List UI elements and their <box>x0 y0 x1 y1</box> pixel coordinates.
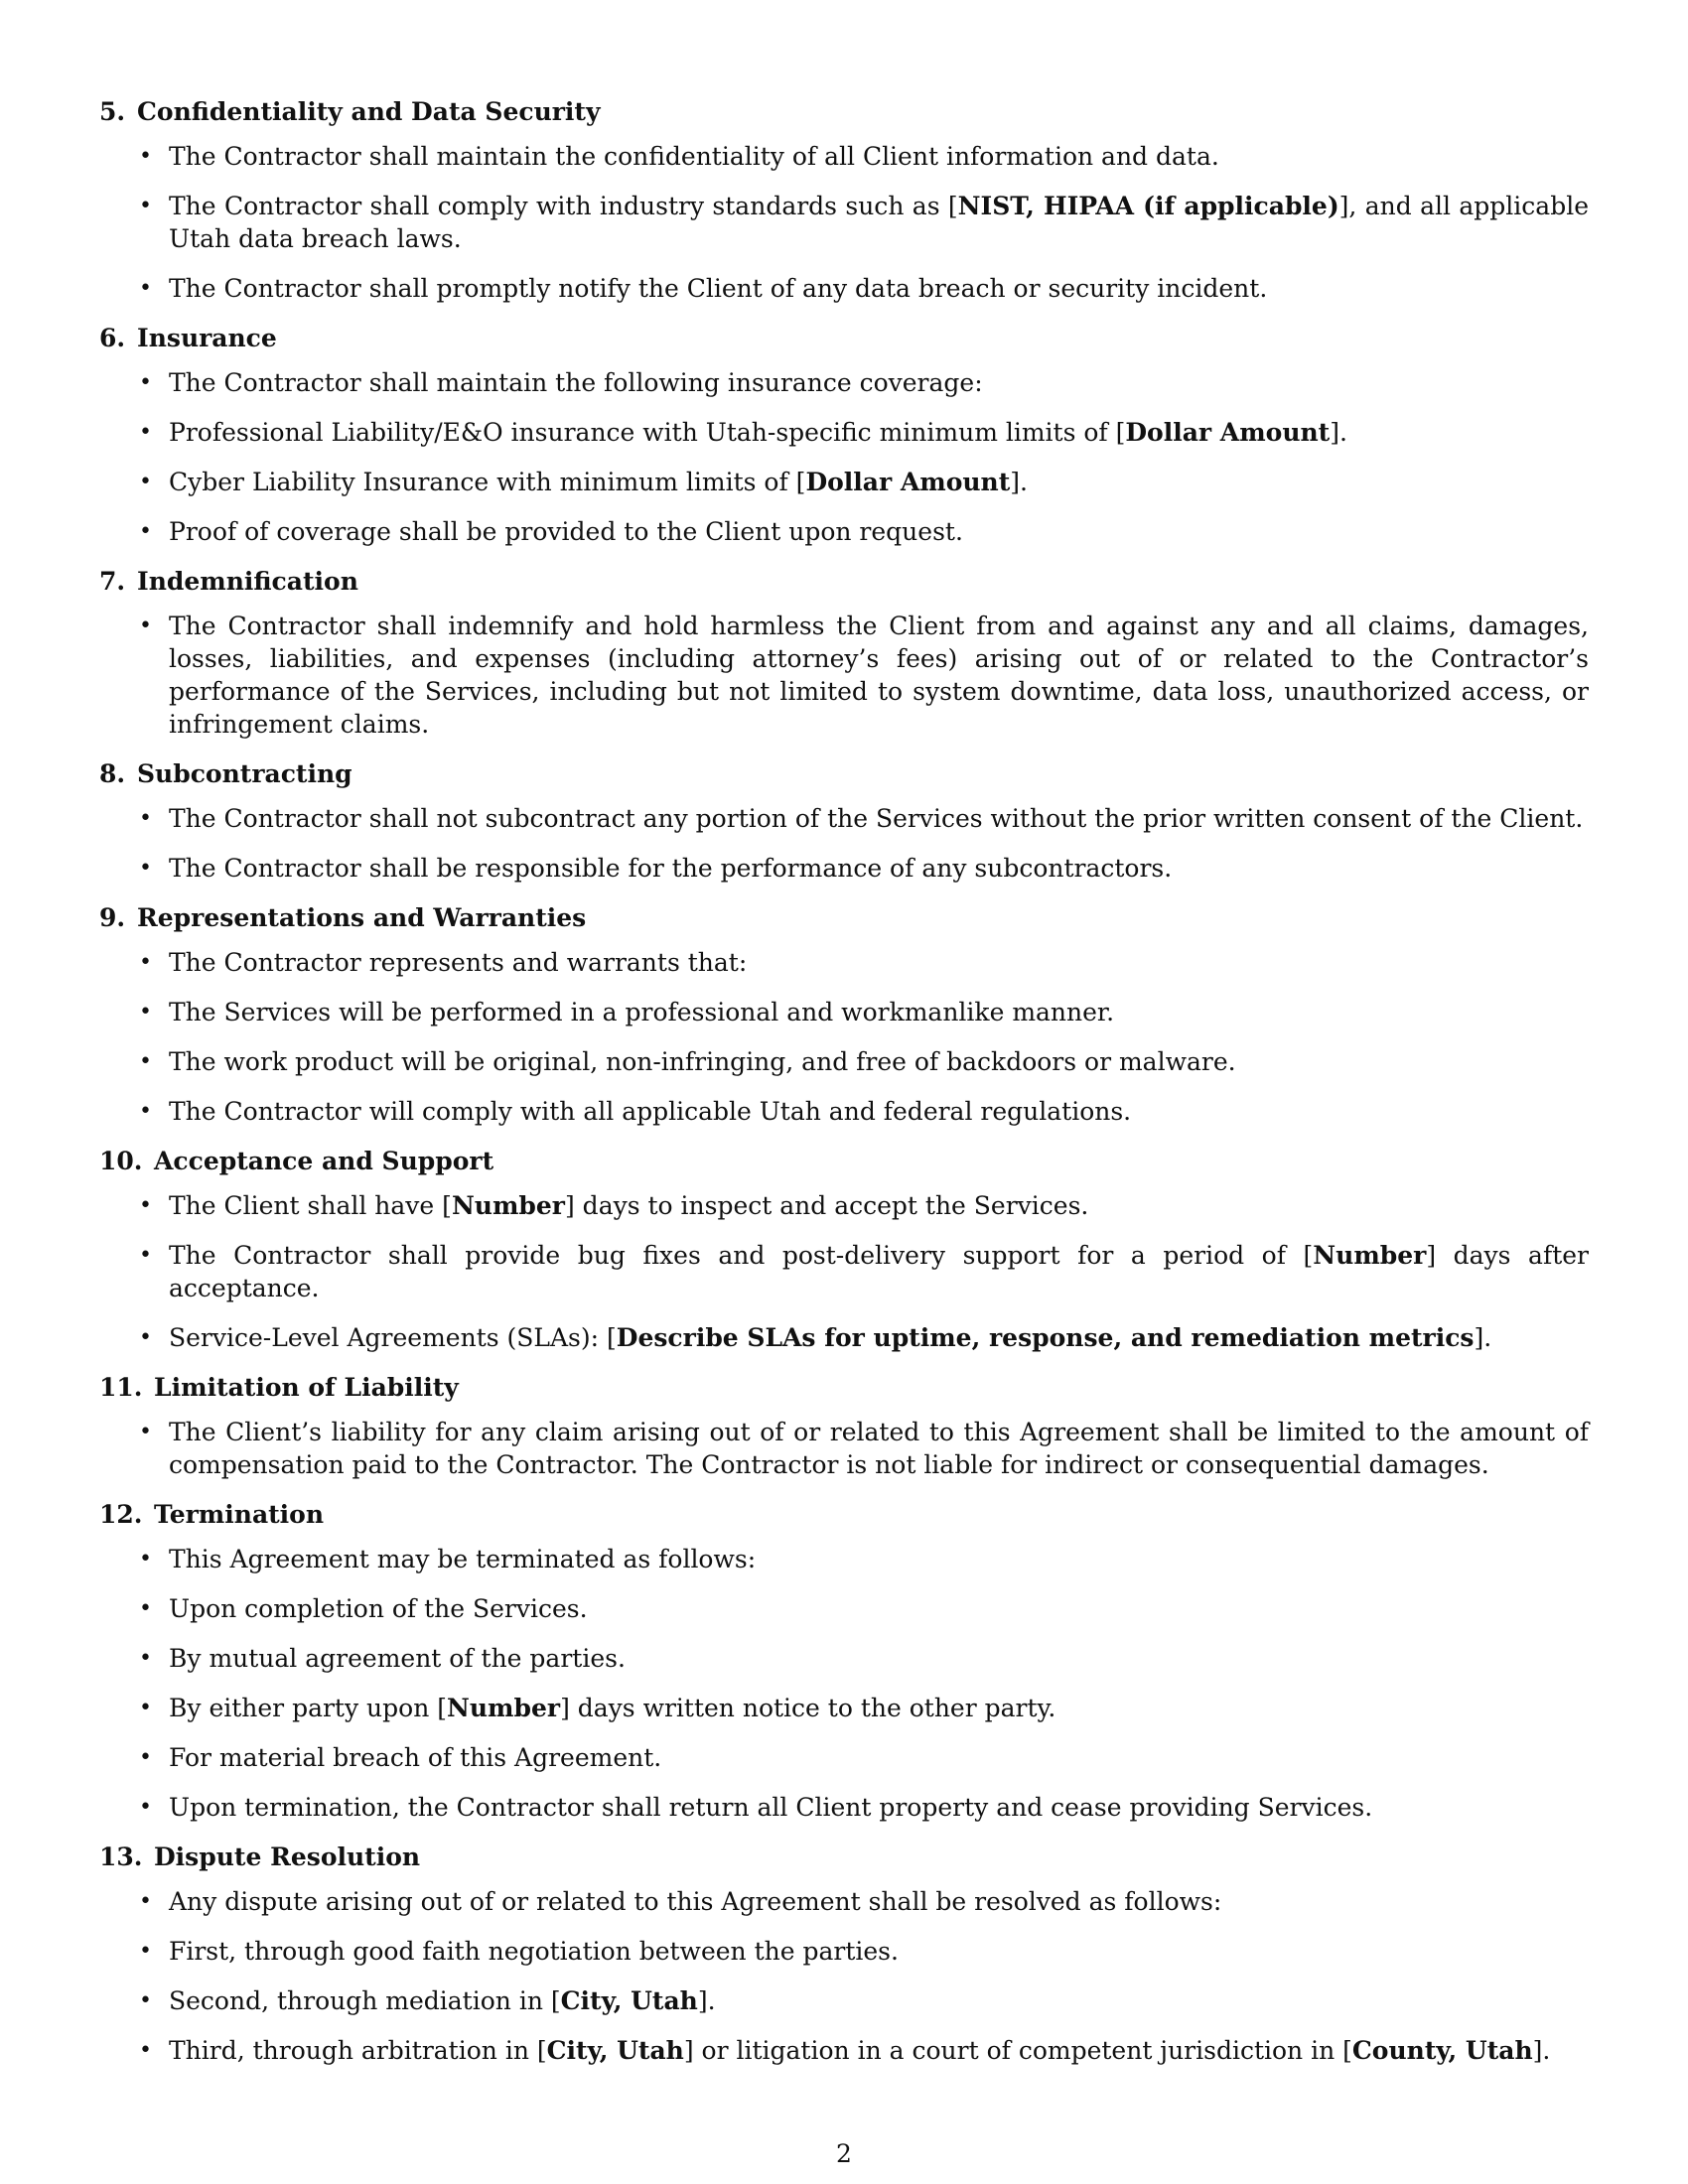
list-item: • Upon termination, the Contractor shall return all Client property and cease providing Services. <box>99 1791 1589 1824</box>
section-title: Dispute Resolution <box>154 1843 421 1871</box>
section-heading <box>99 565 1589 598</box>
list-item: • The Contractor shall be responsible for the performance of any subcontractors. <box>99 852 1589 885</box>
section-heading <box>99 1841 1589 1873</box>
bullet-list <box>99 366 1589 548</box>
section-7 <box>99 565 1589 741</box>
bullet-list <box>99 1885 1589 2067</box>
list-item: • Proof of coverage shall be provided to the Client upon request. <box>99 515 1589 548</box>
section-title: Confidentiality and Data Security <box>137 97 601 126</box>
list-item: • Any dispute arising out of or related to this Agreement shall be resolved as follows: <box>99 1885 1589 1918</box>
section-5 <box>99 95 1589 305</box>
placeholder-field: Dollar Amount <box>805 468 1011 496</box>
section-number: 5. <box>99 97 126 126</box>
section-12 <box>99 1498 1589 1824</box>
placeholder-field: Number <box>1313 1241 1427 1270</box>
section-heading <box>99 1498 1589 1531</box>
section-heading <box>99 757 1589 790</box>
placeholder-field: City, Utah <box>546 2036 684 2065</box>
bullet-list <box>99 140 1589 305</box>
bullet-list <box>99 610 1589 741</box>
list-item: • The Contractor shall indemnify and hold harmless the Client from and against any and all claims, damages, losses, liabilities, and expenses (including attorney’s fees) arising out of or related to the Contractor’s performance of the Services, including but not limited to system downtime, data loss, unauthorized access, or infringement claims. <box>99 610 1589 741</box>
bullet-list <box>99 802 1589 885</box>
list-item: • By mutual agreement of the parties. <box>99 1642 1589 1675</box>
placeholder-field: NIST, HIPAA (if applicable) <box>957 192 1339 220</box>
section-6 <box>99 322 1589 548</box>
list-item: • The Client shall have [Number] days to inspect and accept the Services. <box>99 1189 1589 1222</box>
list-item: • Third, through arbitration in [City, Utah] or litigation in a court of competent jurisdiction in [County, Utah]. <box>99 2034 1589 2067</box>
placeholder-field: Dollar Amount <box>1125 418 1331 447</box>
list-item: • The Contractor shall maintain the following insurance coverage: <box>99 366 1589 399</box>
placeholder-field: City, Utah <box>560 1986 698 2015</box>
section-heading <box>99 1371 1589 1404</box>
section-11 <box>99 1371 1589 1481</box>
placeholder-field: Number <box>447 1694 561 1722</box>
list-item: • The work product will be original, non-infringing, and free of backdoors or malware. <box>99 1045 1589 1078</box>
section-title: Termination <box>154 1500 325 1529</box>
placeholder-field: Number <box>451 1191 565 1220</box>
section-heading <box>99 1145 1589 1177</box>
section-number: 10. <box>99 1147 143 1175</box>
list-item: • First, through good faith negotiation between the parties. <box>99 1935 1589 1968</box>
section-number: 8. <box>99 759 126 788</box>
list-item: • The Contractor shall comply with industry standards such as [NIST, HIPAA (if applicable)], and all applicable Utah data breach laws. <box>99 190 1589 255</box>
section-title: Acceptance and Support <box>154 1147 494 1175</box>
list-item: • Second, through mediation in [City, Utah]. <box>99 1984 1589 2017</box>
list-item: • The Contractor represents and warrants that: <box>99 946 1589 979</box>
section-number: 6. <box>99 324 126 352</box>
list-item: • Cyber Liability Insurance with minimum limits of [Dollar Amount]. <box>99 466 1589 498</box>
placeholder-field: Describe SLAs for uptime, response, and remediation metrics <box>616 1323 1475 1352</box>
section-13 <box>99 1841 1589 2067</box>
list-item: • By either party upon [Number] days written notice to the other party. <box>99 1692 1589 1724</box>
document-body <box>99 95 1589 2084</box>
list-item: • Professional Liability/E&O insurance with Utah-specific minimum limits of [Dollar Amount]. <box>99 416 1589 449</box>
list-item: • The Client’s liability for any claim arising out of or related to this Agreement shall be limited to the amount of compensation paid to the Contractor. The Contractor is not liable for indirect or consequential damages. <box>99 1416 1589 1481</box>
section-title: Limitation of Liability <box>154 1373 459 1402</box>
section-title: Insurance <box>137 324 277 352</box>
bullet-list <box>99 1543 1589 1824</box>
list-item: • The Contractor shall provide bug fixes and post-delivery support for a period of [Number] days after acceptance. <box>99 1239 1589 1304</box>
list-item: • The Contractor shall not subcontract any portion of the Services without the prior written consent of the Client. <box>99 802 1589 835</box>
bullet-list <box>99 946 1589 1128</box>
list-item: • This Agreement may be terminated as follows: <box>99 1543 1589 1575</box>
page-number: 2 <box>836 2139 852 2168</box>
list-item: • Service-Level Agreements (SLAs): [Describe SLAs for uptime, response, and remediation metrics]. <box>99 1321 1589 1354</box>
section-title: Subcontracting <box>137 759 352 788</box>
list-item: • The Contractor will comply with all applicable Utah and federal regulations. <box>99 1095 1589 1128</box>
section-number: 12. <box>99 1500 143 1529</box>
section-heading <box>99 901 1589 934</box>
section-title: Representations and Warranties <box>137 903 587 932</box>
section-number: 13. <box>99 1843 143 1871</box>
placeholder-field: County, Utah <box>1351 2036 1533 2065</box>
section-heading <box>99 95 1589 128</box>
section-number: 9. <box>99 903 126 932</box>
bullet-list <box>99 1416 1589 1481</box>
list-item: • For material breach of this Agreement. <box>99 1741 1589 1774</box>
section-number: 7. <box>99 567 126 596</box>
section-title: Indemnification <box>137 567 358 596</box>
list-item: • Upon completion of the Services. <box>99 1592 1589 1625</box>
bullet-list <box>99 1189 1589 1354</box>
section-heading <box>99 322 1589 354</box>
section-8 <box>99 757 1589 885</box>
list-item: • The Contractor shall maintain the confidentiality of all Client information and data. <box>99 140 1589 173</box>
section-10 <box>99 1145 1589 1354</box>
section-number: 11. <box>99 1373 143 1402</box>
list-item: • The Contractor shall promptly notify the Client of any data breach or security incident. <box>99 272 1589 305</box>
section-9 <box>99 901 1589 1128</box>
list-item: • The Services will be performed in a professional and workmanlike manner. <box>99 996 1589 1028</box>
